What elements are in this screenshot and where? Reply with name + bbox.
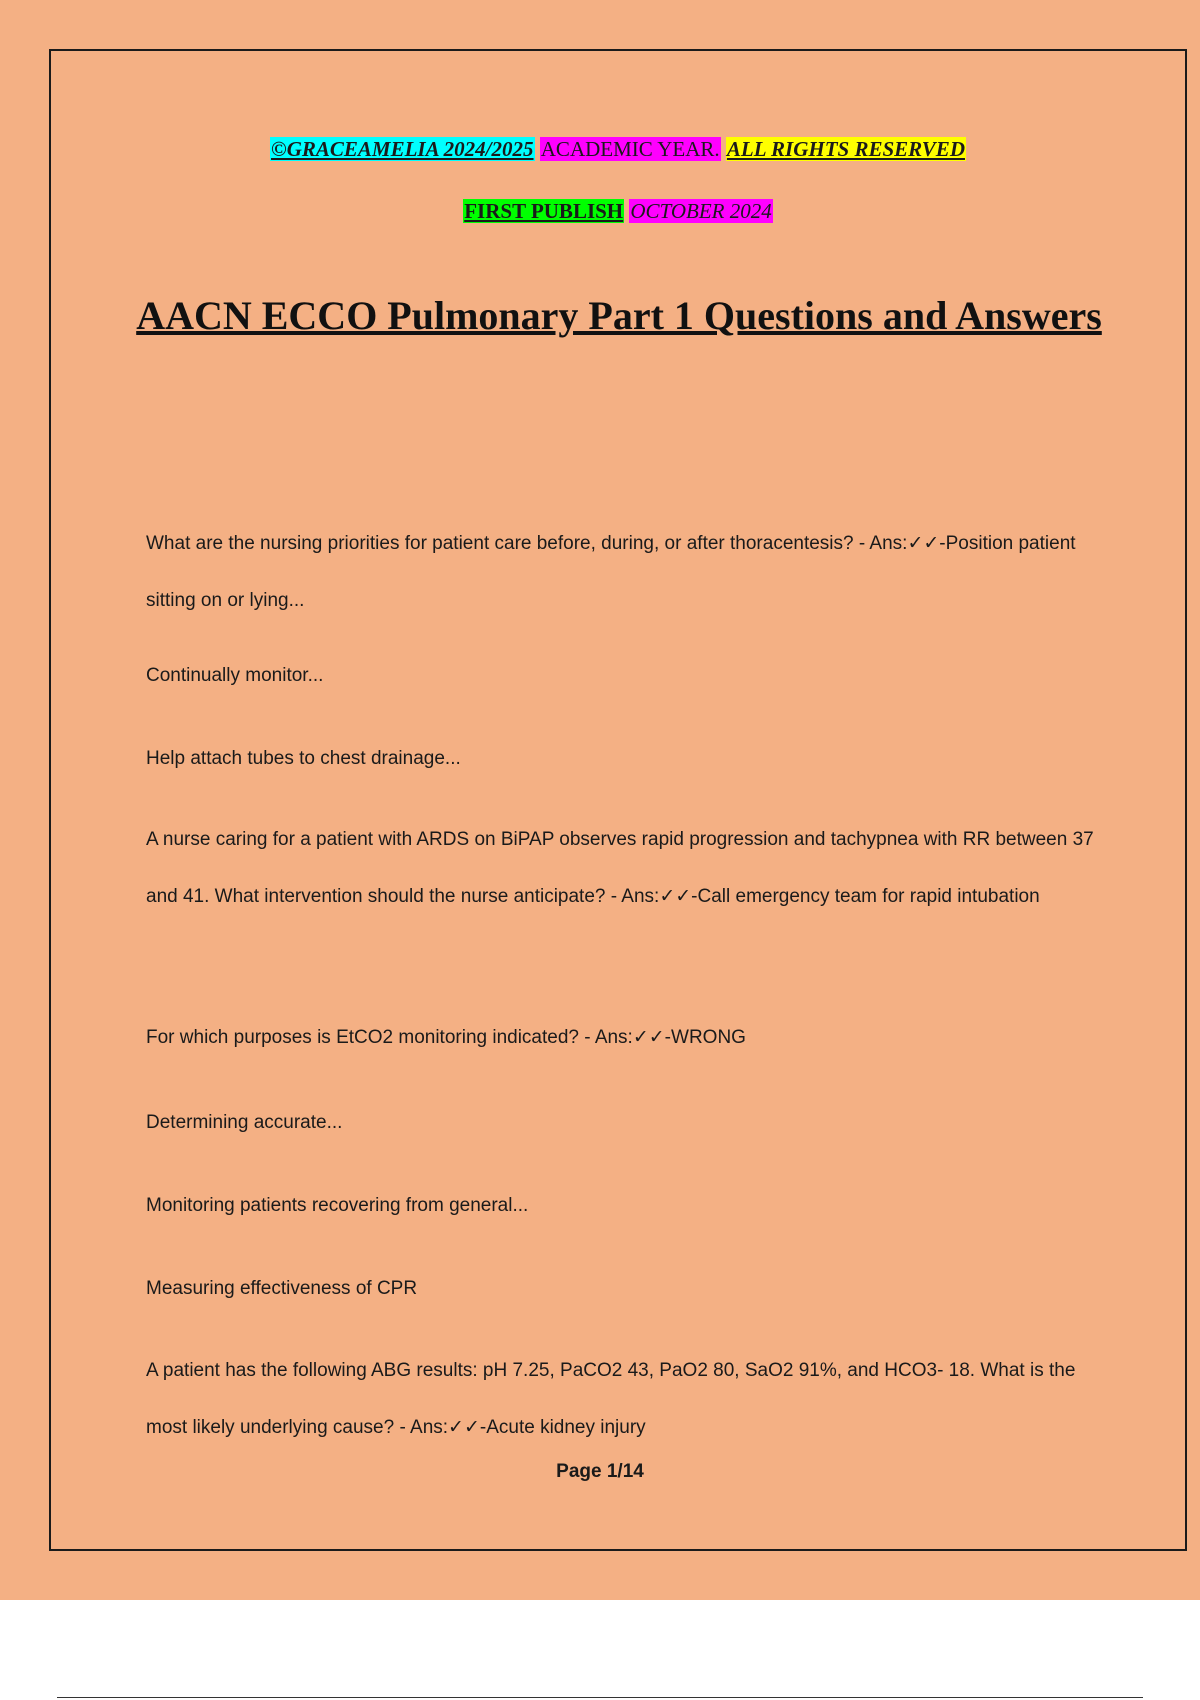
qa-item-determining-accurate: Determining accurate... <box>146 1112 343 1133</box>
qa-item-continually-monitor: Continually monitor... <box>146 665 324 686</box>
page-number: Page 1/14 <box>556 1461 644 1482</box>
qa-item-thoracentesis: What are the nursing priorities for patient care before, during, or after thoracentesis? - Ans:✓✓-Position patient sitting on or lying... <box>146 533 1076 611</box>
next-page-divider <box>57 1697 1143 1698</box>
academic-year-text: ACADEMIC YEAR. <box>540 137 720 161</box>
page-border <box>49 49 1187 1551</box>
qa-item-abg: A patient has the following ABG results: pH 7.25, PaCO2 43, PaO2 80, SaO2 91%, and HCO3- 18. What is the most likely underlying cause? - Ans:✓✓-Acute kidney injury <box>146 1360 1076 1438</box>
qa-item-ards-bipap: A nurse caring for a patient with ARDS on BiPAP observes rapid progression and tachypnea with RR between 37 and 41. What intervention should the nurse anticipate? - Ans:✓✓-Call emergency team for rapid intubation <box>146 829 1094 907</box>
copyright-banner <box>51 137 1185 161</box>
first-publish-text: FIRST PUBLISH <box>464 199 624 223</box>
qa-item-etco2: For which purposes is EtCO2 monitoring indicated? - Ans:✓✓-WRONG <box>146 1027 746 1048</box>
publish-date-text: OCTOBER 2024 <box>630 199 772 223</box>
publish-banner <box>51 199 1185 223</box>
qa-item-chest-drainage: Help attach tubes to chest drainage... <box>146 748 461 769</box>
rights-reserved-text: ALL RIGHTS RESERVED <box>726 137 965 161</box>
document-title: AACN ECCO Pulmonary Part 1 Questions and Answers <box>136 293 1102 338</box>
qa-item-cpr: Measuring effectiveness of CPR <box>146 1278 418 1299</box>
qa-item-monitoring-general: Monitoring patients recovering from general... <box>146 1195 529 1216</box>
copyright-text: ©GRACEAMELIA 2024/2025 <box>271 137 534 161</box>
